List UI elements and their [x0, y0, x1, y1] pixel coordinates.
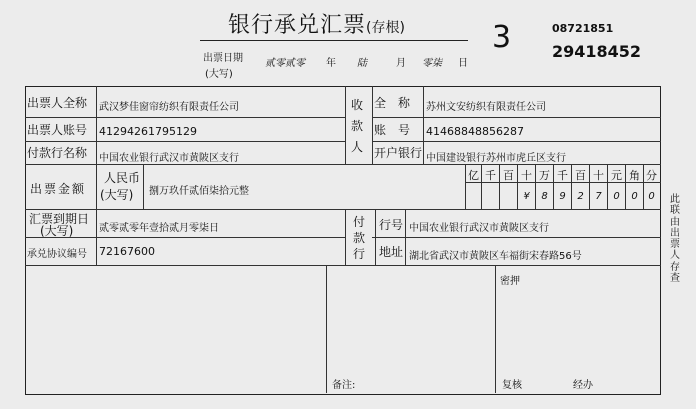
digit-value: 0	[648, 191, 655, 202]
bank-code-value: 中国农业银行武汉市黄陂区支行	[409, 223, 549, 234]
payee-section-label-2: 款	[351, 119, 364, 133]
digit-unit: 百	[575, 169, 586, 182]
digit-unit: 万	[539, 169, 550, 182]
drawer-name-value: 武汉梦佳窗帘纺织有限责任公司	[99, 102, 239, 113]
bank-address-label: 地址	[379, 245, 404, 259]
document-title: 银行承兑汇票(存根)	[228, 13, 405, 38]
title-underline	[200, 40, 468, 41]
due-date-label: 汇票到期日	[29, 212, 90, 226]
amount-label: 出票金额	[30, 182, 87, 196]
payee-bank-value: 中国建设银行苏州市虎丘区支行	[426, 153, 566, 164]
drawer-name-label: 出票人全称	[27, 96, 88, 110]
issue-year: 贰零贰零	[265, 58, 305, 69]
digit-value: 7	[595, 191, 602, 202]
agreement-number-label: 承兑协议编号	[27, 249, 87, 260]
due-date-label-sub: (大写)	[40, 224, 74, 238]
digit-value: 0	[613, 191, 620, 202]
issue-day: 零柒	[422, 58, 442, 69]
digit-value: 8	[541, 191, 548, 202]
amount-in-words: 捌万玖仟贰佰柒拾元整	[149, 186, 249, 197]
side-note: 此联由出票人存查	[670, 194, 680, 285]
payee-bank-label: 开户银行	[374, 146, 423, 160]
agreement-number-value: 72167600	[99, 245, 155, 258]
payee-section-label-3: 人	[351, 140, 364, 154]
due-date-value: 贰零贰零年壹拾贰月零柒日	[99, 223, 219, 234]
bank-code-label: 行号	[379, 218, 404, 232]
payee-section-label-1: 收	[351, 98, 364, 112]
digit-value: 9	[559, 191, 566, 202]
drawer-account-label: 出票人账号	[27, 123, 88, 137]
issue-date-label: 出票日期	[203, 53, 243, 64]
paying-bank-section-label-1: 付	[353, 215, 366, 229]
serial-code-small: 08721851	[552, 22, 614, 35]
bank-address-value: 湖北省武汉市黄陂区车福街宋春路56号	[409, 251, 582, 262]
paying-bank-name-label: 付款行名称	[27, 146, 88, 160]
issue-month: 陆	[357, 58, 367, 69]
paying-bank-section-label-3: 行	[353, 247, 366, 261]
month-unit: 月	[396, 58, 406, 69]
digit-unit: 百	[503, 169, 514, 182]
serial-number: 29418452	[552, 42, 642, 61]
digit-unit: 千	[557, 169, 568, 182]
year-unit: 年	[326, 58, 336, 69]
payee-account-label: 账 号	[374, 123, 411, 137]
day-unit: 日	[458, 58, 468, 69]
copy-number: 3	[492, 20, 512, 55]
digit-unit: 千	[485, 169, 496, 182]
title-suffix: (存根)	[366, 20, 405, 36]
digit-unit: 元	[611, 169, 622, 182]
payee-name-label: 全 称	[374, 96, 411, 110]
remark-label: 备注:	[332, 380, 356, 391]
digit-unit: 亿	[468, 169, 479, 182]
secret-seal-label: 密押	[500, 276, 520, 287]
digit-unit: 角	[629, 169, 640, 182]
paying-bank-section-label-2: 款	[353, 231, 366, 245]
digit-unit: 分	[646, 169, 657, 182]
payee-name-value: 苏州文安纺织有限责任公司	[426, 102, 546, 113]
review-label: 复核	[502, 380, 522, 391]
digit-value: ¥	[523, 191, 530, 202]
payee-account-value: 41468848856287	[426, 125, 524, 138]
currency-label-sub: (大写)	[100, 188, 134, 202]
digit-value: 2	[577, 191, 584, 202]
handler-label: 经办	[573, 380, 593, 391]
digit-unit: 十	[593, 169, 604, 182]
currency-label: 人民币	[104, 171, 141, 185]
digit-unit: 十	[521, 169, 532, 182]
issue-date-label-sub: (大写)	[205, 69, 233, 80]
drawer-account-value: 41294261795129	[99, 125, 197, 138]
paying-bank-name-value: 中国农业银行武汉市黄陂区支行	[99, 153, 239, 164]
digit-value: 0	[631, 191, 638, 202]
